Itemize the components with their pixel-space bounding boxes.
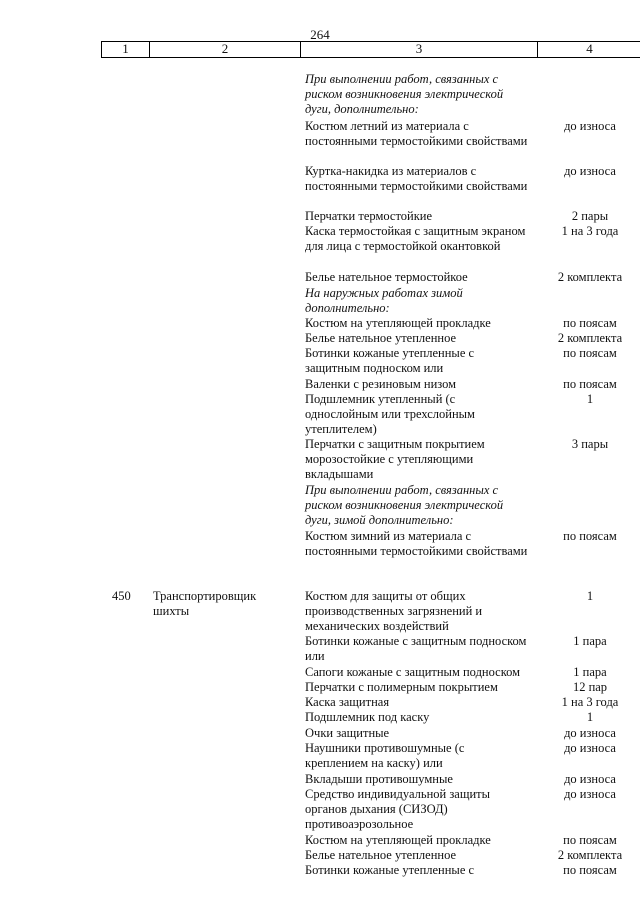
section-heading: При выполнении работ, связанных с риском возникновения электрической дуги, дополнительно: xyxy=(305,72,504,116)
item-norm: до износа xyxy=(564,787,616,801)
item-name: Каска защитная xyxy=(305,695,390,709)
section-heading: На наружных работах зимой дополнительно: xyxy=(305,286,463,315)
item-name: Сапоги кожаные с защитным подноском xyxy=(305,665,521,679)
item-norm: до износа xyxy=(564,164,616,178)
profession-name: Транспортировщик шихты xyxy=(153,589,257,618)
item-norm: 2 пары xyxy=(571,209,609,223)
item-name: Костюм на утепляющей прокладке xyxy=(305,833,491,847)
item-norm: 1 xyxy=(586,589,594,603)
item-norm: до износа xyxy=(564,119,616,133)
column-header-1: 1 xyxy=(102,42,150,57)
page-number: 264 xyxy=(310,27,330,42)
column-header-4: 4 xyxy=(586,41,593,56)
item-norm: 2 комплекта xyxy=(557,270,623,284)
item-name: Костюм на утепляющей прокладке xyxy=(305,316,491,330)
item-name: Каска термостойкая с защитным экраном для лица с термостойкой окантовкой xyxy=(305,224,526,253)
item-name: Костюм зимний из материала с постоянными термостойкими свойствами xyxy=(305,529,528,558)
item-norm: 1 на 3 года xyxy=(561,224,619,238)
item-norm: по поясам xyxy=(563,833,617,847)
item-name: Очки защитные xyxy=(305,726,390,740)
item-name: Подшлемник утепленный (с однослойным или трехслойным утеплителем) xyxy=(305,392,475,436)
item-name: Наушники противошумные (с креплением на каску) или xyxy=(305,741,465,770)
item-norm: до износа xyxy=(564,726,616,740)
column-header-3: 3 xyxy=(301,42,538,57)
item-name: Средство индивидуальной защиты органов дыхания (СИЗОД) противоаэрозольное xyxy=(305,787,491,831)
item-norm: 1 пара xyxy=(573,665,607,679)
item-name: Костюм летний из материала с постоянными термостойкими свойствами xyxy=(305,119,528,148)
column-header-2: 2 xyxy=(150,42,301,57)
item-name: Перчатки с защитным покрытием морозостойкие с утепляющими вкладышами xyxy=(305,437,485,481)
item-name: Ботинки кожаные с защитным подноском или xyxy=(305,634,527,663)
item-norm: до износа xyxy=(564,741,616,755)
item-name: Ботинки кожаные утепленные с xyxy=(305,863,475,877)
item-name: Белье нательное утепленное xyxy=(305,331,457,345)
item-name: Перчатки с полимерным покрытием xyxy=(305,680,498,694)
item-norm: 1 xyxy=(586,392,594,406)
table-header xyxy=(101,41,640,58)
item-name: Костюм для защиты от общих производственных загрязнений и механических воздействий xyxy=(305,589,483,633)
item-norm: 12 пар xyxy=(572,680,608,694)
item-norm: 1 xyxy=(586,710,594,724)
item-norm: 3 пары xyxy=(571,437,609,451)
item-name: Подшлемник под каску xyxy=(305,710,430,724)
item-name: Белье нательное утепленное xyxy=(305,848,457,862)
item-norm: 2 комплекта xyxy=(557,848,623,862)
section-heading: При выполнении работ, связанных с риском возникновения электрической дуги, зимой дополнительно: xyxy=(305,483,504,527)
item-norm: по поясам xyxy=(563,529,617,543)
item-name: Ботинки кожаные утепленные с защитным подноском или xyxy=(305,346,475,375)
item-name: Куртка-накидка из материалов с постоянными термостойкими свойствами xyxy=(305,164,528,193)
item-norm: по поясам xyxy=(563,316,617,330)
item-name: Белье нательное термостойкое xyxy=(305,270,468,284)
item-norm: до износа xyxy=(564,772,616,786)
item-norm: 2 комплекта xyxy=(557,331,623,345)
row-number: 450 xyxy=(112,589,131,603)
item-norm: по поясам xyxy=(563,863,617,877)
item-norm: 1 пара xyxy=(573,634,607,648)
item-norm: по поясам xyxy=(563,346,617,360)
item-norm: 1 на 3 года xyxy=(561,695,619,709)
item-name: Перчатки термостойкие xyxy=(305,209,433,223)
item-norm: по поясам xyxy=(563,377,617,391)
item-name: Валенки с резиновым низом xyxy=(305,377,457,391)
item-name: Вкладыши противошумные xyxy=(305,772,453,786)
